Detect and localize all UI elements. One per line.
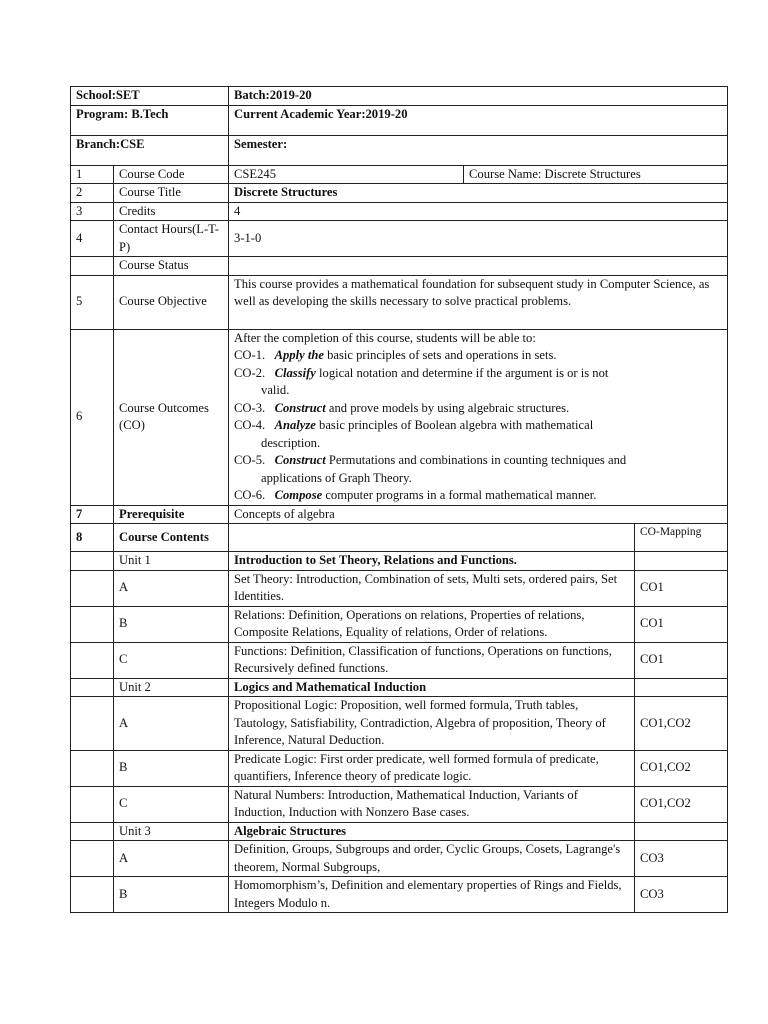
topic-key: B	[114, 606, 229, 642]
outcome-items	[234, 347, 722, 505]
credits-value: 4	[229, 202, 728, 221]
topic-row	[71, 841, 728, 877]
empty-cell	[71, 697, 114, 751]
topic-row	[71, 642, 728, 678]
program-cell: Program: B.Tech	[71, 105, 229, 135]
co-mapping-header: CO-Mapping	[635, 524, 728, 552]
topic-key: B	[114, 750, 229, 786]
outcomes-intro: After the completion of this course, students will be able to:	[234, 330, 536, 345]
outcome-id: CO-1.	[234, 348, 266, 362]
row-number: 7	[71, 505, 114, 524]
topic-text: Functions: Definition, Classification of functions, Operations on functions, Recursively defined functions.	[229, 642, 635, 678]
course-code-value: CSE245	[229, 165, 464, 184]
course-objective-value: This course provides a mathematical foundation for subsequent study in Computer Science, as well as developing the skills necessary to solve practical problems.	[229, 275, 728, 329]
batch-cell: Batch:2019-20	[229, 87, 728, 106]
topic-key: C	[114, 642, 229, 678]
topic-text: Relations: Definition, Operations on relations, Properties of relations, Composite Relations, Equality of relations, Order of relations.	[229, 606, 635, 642]
outcome-text: basic principles of sets and operations in sets.	[323, 348, 557, 362]
outcome-continuation: applications of Graph Theory.	[261, 470, 412, 485]
row-number: 6	[71, 329, 114, 505]
topic-key: B	[114, 877, 229, 913]
topic-co-mapping: CO1,CO2	[635, 697, 728, 751]
unit-title: Algebraic Structures	[229, 822, 635, 841]
outcome-text: logical notation and determine if the argument is or is not	[315, 365, 609, 380]
outcome-continuation: valid.	[261, 383, 290, 397]
topic-co-mapping: CO3	[635, 841, 728, 877]
outcome-text: and prove models by using algebraic structures.	[325, 400, 570, 415]
contact-hours-row	[71, 221, 728, 257]
course-status-label: Course Status	[114, 257, 229, 276]
course-title-label: Course Title	[114, 184, 229, 203]
topic-text: Definition, Groups, Subgroups and order, Cyclic Groups, Cosets, Lagrange's theorem, Normal Subgroups,	[229, 841, 635, 877]
branch-cell: Branch:CSE	[71, 135, 229, 165]
topic-key: A	[114, 570, 229, 606]
course-name-cell: Course Name: Discrete Structures	[464, 165, 728, 184]
outcome-verb: Apply the	[274, 348, 324, 362]
header-row-program	[71, 105, 728, 135]
course-outcomes-list	[229, 329, 728, 505]
academic-year-cell: Current Academic Year:2019-20	[229, 105, 728, 135]
semester-cell: Semester:	[229, 135, 728, 165]
topic-key: A	[114, 697, 229, 751]
empty-cell	[71, 570, 114, 606]
topic-text: Homomorphism’s, Definition and elementary properties of Rings and Fields, Integers Modulo n.	[229, 877, 635, 913]
unit-label: Unit 2	[114, 678, 229, 697]
unit-header-row	[71, 678, 728, 697]
topic-row	[71, 606, 728, 642]
course-title-value: Discrete Structures	[229, 184, 728, 203]
empty-cell	[635, 552, 728, 571]
outcome-item	[234, 417, 722, 435]
course-objective-label: Course Objective	[114, 275, 229, 329]
empty-cell	[71, 552, 114, 571]
outcome-id: CO-5.	[234, 453, 266, 467]
topic-row	[71, 877, 728, 913]
topic-key: C	[114, 786, 229, 822]
course-contents-label: Course Contents	[114, 524, 229, 552]
empty-cell	[71, 606, 114, 642]
empty-cell	[71, 841, 114, 877]
outcome-item	[234, 365, 722, 383]
topic-co-mapping: CO1	[635, 606, 728, 642]
empty-cell	[71, 786, 114, 822]
empty-cell	[71, 877, 114, 913]
topic-text: Set Theory: Introduction, Combination of sets, Multi sets, ordered pairs, Set Identities.	[229, 570, 635, 606]
prerequisite-value: Concepts of algebra	[229, 505, 728, 524]
topic-co-mapping: CO3	[635, 877, 728, 913]
school-cell: School:SET	[71, 87, 229, 106]
unit-title: Introduction to Set Theory, Relations and Functions.	[229, 552, 635, 571]
outcome-verb: Analyze	[274, 418, 316, 432]
outcome-verb: Classify	[274, 365, 316, 380]
course-code-label: Course Code	[114, 165, 229, 184]
outcome-continuation: description.	[261, 435, 321, 450]
outcome-verb: Construct	[274, 453, 326, 467]
topic-row	[71, 786, 728, 822]
course-objective-row	[71, 275, 728, 329]
outcome-text: computer programs in a formal mathematical manner.	[322, 488, 597, 502]
topic-co-mapping: CO1	[635, 570, 728, 606]
outcome-verb: Compose	[274, 488, 323, 502]
outcome-verb: Construct	[274, 400, 326, 415]
outcome-item	[234, 487, 722, 505]
empty-cell	[71, 678, 114, 697]
topic-co-mapping: CO1,CO2	[635, 786, 728, 822]
row-number: 1	[71, 165, 114, 184]
empty-cell	[71, 642, 114, 678]
unit-label: Unit 3	[114, 822, 229, 841]
outcome-item	[234, 347, 722, 365]
topic-row	[71, 570, 728, 606]
header-row-branch	[71, 135, 728, 165]
topic-row	[71, 697, 728, 751]
outcome-id: CO-4.	[234, 418, 266, 432]
unit-header-row	[71, 822, 728, 841]
row-number: 8	[71, 524, 114, 552]
credits-label: Credits	[114, 202, 229, 221]
topic-text: Propositional Logic: Proposition, well formed formula, Truth tables, Tautology, Satisfiability, Contradiction, Algebra of proposition, Theory of Inference, Natural Deduction.	[229, 697, 635, 751]
course-contents-row	[71, 524, 728, 552]
course-title-row	[71, 184, 728, 203]
course-outcomes-label: Course Outcomes (CO)	[114, 329, 229, 505]
prerequisite-row	[71, 505, 728, 524]
row-number: 3	[71, 202, 114, 221]
topic-text: Natural Numbers: Introduction, Mathematical Induction, Variants of Induction, Induction with Nonzero Base cases.	[229, 786, 635, 822]
empty-cell	[635, 678, 728, 697]
empty-cell	[635, 822, 728, 841]
outcome-id: CO-6.	[234, 488, 266, 502]
unit-title: Logics and Mathematical Induction	[229, 678, 635, 697]
topic-co-mapping: CO1,CO2	[635, 750, 728, 786]
topic-text: Predicate Logic: First order predicate, well formed formula of predicate, quantifiers, Inference theory of predicate logic.	[229, 750, 635, 786]
topic-key: A	[114, 841, 229, 877]
credits-row	[71, 202, 728, 221]
row-number: 2	[71, 184, 114, 203]
topic-row	[71, 750, 728, 786]
unit-header-row	[71, 552, 728, 571]
row-number: 4	[71, 221, 114, 257]
outcome-text: Permutations and combinations in counting techniques and	[325, 453, 627, 467]
row-number: 5	[71, 275, 114, 329]
header-row-school	[71, 87, 728, 106]
unit-label: Unit 1	[114, 552, 229, 571]
contact-hours-label: Contact Hours(L-T-P)	[114, 221, 229, 257]
contact-hours-value: 3-1-0	[229, 221, 728, 257]
course-status-value	[229, 257, 728, 276]
outcome-id: CO-2.	[234, 365, 266, 380]
empty-cell	[71, 750, 114, 786]
course-syllabus-table	[70, 86, 728, 913]
empty-cell	[71, 822, 114, 841]
topic-co-mapping: CO1	[635, 642, 728, 678]
course-outcomes-row	[71, 329, 728, 505]
course-units	[71, 552, 728, 913]
course-code-row	[71, 165, 728, 184]
outcome-item	[234, 452, 722, 470]
course-status-row	[71, 257, 728, 276]
outcome-item	[234, 400, 722, 418]
prerequisite-label: Prerequisite	[114, 505, 229, 524]
outcome-text: basic principles of Boolean algebra with mathematical	[315, 418, 594, 432]
outcome-id: CO-3.	[234, 400, 266, 415]
